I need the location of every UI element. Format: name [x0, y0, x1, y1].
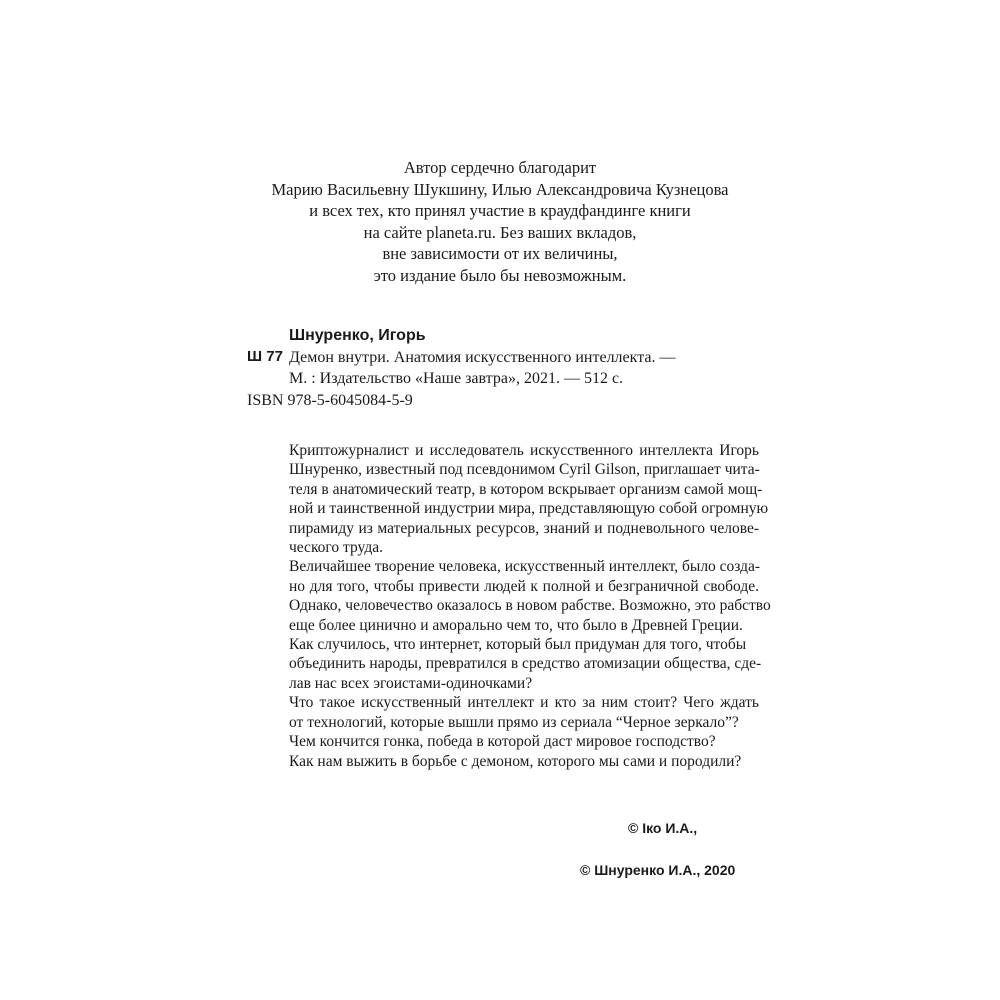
annotation-line: Однако, человечество оказалось в новом рабстве. Возможно, это рабство: [289, 597, 771, 615]
bibliographic-line: Демон внутри. Анатомия искусственного интеллекта. —: [289, 349, 676, 366]
annotation-line: объединить народы, превратился в средство атомизации общества, сде-: [289, 655, 762, 673]
annotation-line: Чем кончится гонка, победа в которой даст мировое господство?: [289, 733, 716, 751]
bibliographic-line: М. : Издательство «Наше завтра», 2021. — 512 с.: [289, 370, 624, 387]
annotation-line: Величайшее творение человека, искусственный интеллект, было созда-: [289, 558, 761, 576]
bibliographic-author: Шнуренко, Игорь: [289, 327, 426, 344]
annotation-line: теля в анатомический театр, в котором вскрывает организм самой мощ-: [289, 480, 763, 498]
annotation-line: еще более цинично и аморально чем то, что было в Древней Греции.: [289, 616, 743, 634]
annotation-line: ческого труда.: [289, 539, 383, 557]
annotation-line: но для того, чтобы привести людей к полной и безграничной свободе.: [289, 577, 759, 595]
library-classification-code: Ш 77: [247, 348, 283, 365]
annotation-line: ной и таинственной индустрии мира, представляющую собой огромную: [289, 500, 769, 518]
annotation-line: Как нам выжить в борьбе с демоном, которого мы сами и породили?: [289, 752, 742, 770]
dedication-line: Автор сердечно благодарит: [403, 158, 597, 177]
annotation: [289, 441, 771, 771]
annotation-line: Шнуренко, известный под псевдонимом Cyril Gilson, приглашает чита-: [289, 461, 760, 479]
isbn: ISBN 978-5-6045084-5-9: [247, 392, 413, 409]
dedication-line: на сайте planeta.ru. Без ваших вкладов,: [363, 222, 637, 242]
dedication-line: и всех тех, кто принял участие в краудфандинге книги: [309, 201, 691, 221]
dedication-line: Марию Васильевну Шукшину, Илью Александровича Кузнецова: [271, 179, 729, 199]
dedication-line: это издание было бы невозможным.: [373, 265, 627, 285]
copyright-illustrator: © Іко И.А.,: [628, 820, 698, 836]
annotation-line: Что такое искусственный интеллект и кто за ним стоит? Чего ждать: [289, 694, 759, 712]
bibliographic-description: [289, 347, 676, 389]
annotation-line: пирамиду из материальных ресурсов, знаний и подневольного челове-: [289, 519, 759, 537]
annotation-line: от технологий, которые вышли прямо из сериала “Черное зеркало”?: [289, 713, 739, 731]
annotation-line: Как случилось, что интернет, который был придуман для того, чтобы: [289, 636, 747, 654]
annotation-line: лав нас всех эгоистами-одиночками?: [289, 674, 533, 692]
annotation-line: Криптожурналист и исследователь искусственного интеллекта Игорь: [289, 442, 759, 459]
copyright-author: © Шнуренко И.А., 2020: [580, 862, 736, 878]
dedication: [230, 157, 770, 287]
dedication-line: вне зависимости от их величины,: [382, 244, 618, 264]
